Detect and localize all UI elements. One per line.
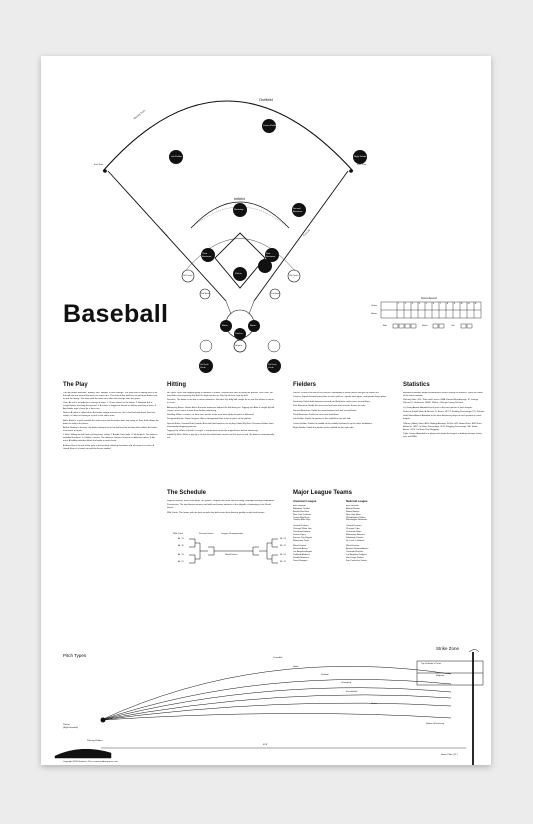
second-baseman-label: Second Baseman bbox=[293, 208, 303, 213]
paragraph: Shortstop: Fields balls between second and third base and covers second base. bbox=[293, 400, 371, 403]
list-item: Cincinnati Reds bbox=[346, 531, 362, 534]
bracket-world-series-label: World Series bbox=[225, 554, 238, 556]
shortstop-label: Shortstop bbox=[234, 209, 244, 211]
list-item: Minnesota Twins bbox=[293, 539, 310, 542]
foul-pole-left-marker bbox=[103, 169, 107, 173]
pitchers-mound-label: Pitcher's Mound bbox=[71, 759, 87, 761]
paragraph: Gold Glove Award: Awarded to the best defensive player at each position in each league. bbox=[403, 415, 482, 421]
paragraph: Stealing: When a runner, on their own, moves to the next base while the pitch is delivered. bbox=[167, 413, 255, 416]
paragraph: Infield Fly Rule: When a pop fly is hit into the infield with runners on first and second, the batter is automatically out. bbox=[167, 434, 275, 440]
pitch-slider-label: Slider bbox=[293, 666, 299, 668]
outfield-label: Outfield bbox=[259, 97, 273, 102]
list-item: Central Division bbox=[346, 525, 362, 528]
teams-title: Major League Teams bbox=[293, 490, 352, 496]
inning-header: 6 bbox=[432, 303, 435, 305]
fielders-body bbox=[293, 392, 397, 486]
list-item: New York Yankees bbox=[293, 513, 312, 516]
pitch-distance-label: 60'6" bbox=[263, 744, 268, 746]
list-item: New York Mets bbox=[346, 513, 361, 516]
paragraph: Right Fielder: Fields the portion of the outfield on the right side. bbox=[293, 427, 354, 430]
inning-header: 3 bbox=[411, 303, 414, 305]
list-item: Arizona Diamondbacks bbox=[346, 548, 369, 551]
scoreboard-ball-label: Ball bbox=[383, 325, 387, 327]
pitcher-label: Pitcher bbox=[235, 273, 242, 275]
bracket-nl-seed-2: NL #6 bbox=[280, 545, 286, 547]
list-item: Colorado Rockies bbox=[346, 551, 364, 554]
schedule-bracket-lines bbox=[189, 539, 278, 563]
bracket-nl-seed-4: NL #5 bbox=[280, 561, 286, 563]
hitting-body bbox=[167, 392, 275, 486]
on-deck-left-label: On Deck Circle bbox=[200, 364, 209, 369]
foul-pole-left-label: Foul Pole bbox=[94, 164, 104, 166]
pitch-knuckleball-label: Knuckleball bbox=[346, 691, 358, 693]
paragraph: Cy Young Award: Awarded each year to the best pitcher in each league. bbox=[403, 406, 473, 409]
bracket-al-seed-1: AL #3 bbox=[178, 538, 184, 540]
paragraph: Special Rules: Ground Rule Double: A fair ball that bounces out of play. Infield Fly Rule: Prevents fielders from intentionally dropping pop ups. bbox=[167, 422, 274, 428]
warning-track-label: Warning Track bbox=[133, 109, 146, 121]
bracket-al-seed-4: AL #5 bbox=[178, 561, 184, 563]
coach-left-label: 3B Coach bbox=[183, 275, 193, 277]
inning-header: H bbox=[467, 303, 470, 305]
national-league-list bbox=[346, 505, 396, 567]
poster bbox=[41, 56, 491, 765]
list-item: Texas Rangers bbox=[293, 559, 308, 562]
statistics-body bbox=[403, 392, 485, 562]
inning-header: 5 bbox=[425, 303, 428, 305]
scoreboard-row-visitor: Visitor bbox=[371, 305, 378, 307]
list-item: San Francisco Giants bbox=[346, 559, 367, 562]
paragraph: Designated Hitter: Some leagues allow a designated hitter to bat in place of the pitcher. bbox=[167, 418, 252, 421]
the-play-title: The Play bbox=[63, 382, 88, 388]
pitcher-type-label: Pitcher bbox=[63, 724, 70, 726]
american-league-list bbox=[293, 505, 343, 567]
list-item: East Division bbox=[293, 505, 306, 507]
list-item: Toronto Blue Jays bbox=[293, 519, 311, 522]
fielders-title: Fielders bbox=[293, 382, 317, 388]
inning-header: R bbox=[460, 303, 463, 305]
third-base-label: 3rd Base bbox=[201, 293, 210, 295]
foul-line-right-label: Foul Line bbox=[303, 229, 311, 238]
list-item: Washington Nationals bbox=[346, 519, 368, 522]
inning-header: 8 bbox=[446, 303, 449, 305]
national-league-title: National League bbox=[346, 499, 368, 503]
bracket-league-label: League Championship bbox=[221, 533, 243, 535]
list-item: San Diego Padres bbox=[346, 557, 364, 560]
bracket-division-label: Division Series bbox=[199, 533, 214, 535]
paragraph: At Bat: Batting in the box, the batter attempts to hit the ball into fair territory. A hit allows the batter to become a runner. bbox=[63, 427, 158, 432]
paragraph: Pitching Stats: W-L: Wins and Losses. ERA: Earned Run Average. IP: Innings Pitched. K: Strikeouts. WHIP: Walks + Hits per Inning Pitched. bbox=[403, 399, 479, 405]
page-title: Baseball bbox=[63, 300, 169, 328]
coach-right-label: 1B Coach bbox=[289, 275, 299, 277]
strike-zone-hollow-label: Hollow of Kneecap bbox=[426, 723, 445, 725]
paragraph: Wild Cards: The teams with the best records that did not win their division qualify as wild card entries. bbox=[167, 511, 265, 514]
inning-header: E bbox=[474, 303, 477, 305]
list-item: St. Louis Cardinals bbox=[346, 539, 365, 542]
strike-zone-title: Strike Zone bbox=[436, 646, 460, 651]
list-item: Houston Astros bbox=[293, 548, 308, 551]
paragraph: Third Baseman: Fields the area near third base. bbox=[293, 414, 340, 417]
third-baseman-label: Third Baseman bbox=[202, 253, 212, 258]
scoreboard-strike-label: Strike bbox=[422, 325, 428, 327]
pitcher-hand-label: (Right-Handed) bbox=[63, 727, 78, 729]
paragraph: Hit Types: Bunt: Ball tapped lightly to advance a runner. Ground Ball: Ball hit along the ground. Line Drive: Hit hard with a low trajectory. Fly Ball: Hit high into the air. Pop Up: A short, high fly ball. bbox=[167, 392, 273, 397]
list-item: Seattle Mariners bbox=[293, 557, 309, 560]
list-item: Boston Red Sox bbox=[293, 510, 309, 513]
pitch-types-title: Pitch Types bbox=[63, 653, 87, 658]
first-base-label: 1st Base bbox=[271, 293, 280, 295]
paragraph: First Baseman: Fields the area near first base and receives throws for outs. bbox=[293, 405, 366, 408]
foul-pole-right-label: Foul Pole bbox=[357, 164, 367, 166]
paragraph: Pitcher: Delivers the ball to the catcher, attempting to throw strikes and get the batter out. bbox=[293, 392, 380, 394]
paragraph: Left Fielder: Fields the portion of the outfield on the left side. bbox=[293, 418, 352, 421]
list-item: Los Angeles Dodgers bbox=[346, 554, 367, 557]
paragraph: Baseball evaluates player performance using a variety of statistics. Here are some of the most common. bbox=[403, 392, 483, 397]
paragraph: Balls: A ball is a pitch outside the strike zone that the batter does not swing at. Four balls allows the batter to walk to first base. bbox=[63, 419, 159, 425]
pitcher-marker bbox=[258, 259, 272, 273]
paragraph: Defense (Field) Stats: A: Assists. E: Errors. FPCT: Fielding Percentage. PO: Putouts. bbox=[403, 411, 485, 414]
paragraph: Tagging Up: When a fly ball is caught, a runner must touch the original base before advancing. bbox=[167, 430, 259, 433]
left-fielder-label: Left Fielder bbox=[171, 156, 182, 158]
copyright: Copyright 2020 Hudson's Press www.studiocopress.com bbox=[63, 761, 118, 763]
list-item: Baltimore Orioles bbox=[293, 507, 310, 510]
list-item: Kansas City Royals bbox=[293, 536, 312, 539]
paragraph: Outs: An out is recorded in a variety of ways. 1. Three strikes on the batter. 2. A batted ball is caught before touching the ground. 3. A runner is tagged or forced out before reaching a base. 4. Any fielder tags a base for a force out. bbox=[63, 402, 157, 411]
hitting-title: Hitting bbox=[167, 382, 186, 388]
list-item: Pittsburgh Pirates bbox=[346, 536, 364, 539]
inning-header: 7 bbox=[439, 303, 442, 305]
paragraph: Offense (Hitter) Stats: AVG: Batting Average. H: Hits. HR: Home Runs. RBI: Runs Batted In. OBP: On Base Percentage. SLG: Slugging Percentage. SB: Stolen Bases. OPS: On Base Plus Slugging. bbox=[403, 422, 482, 431]
pitch-curveball-label: Curveball bbox=[273, 657, 283, 659]
pitch-sinker-label: Sinker bbox=[371, 703, 378, 705]
bracket-wild-card-label: Wild Card bbox=[173, 533, 183, 535]
scoreboard-title: Scoreboard bbox=[421, 296, 437, 300]
list-item: West Division bbox=[293, 545, 307, 548]
list-item: Detroit Tigers bbox=[293, 533, 307, 536]
batter-right-label: Batter bbox=[250, 325, 256, 327]
pitching-rubber-label: Pitching Rubber bbox=[87, 740, 103, 742]
statistics-title: Statistics bbox=[403, 382, 430, 388]
umpire-label: Umpire bbox=[235, 345, 243, 347]
batter-left-label: Batter bbox=[222, 325, 228, 327]
list-item: Tampa Bay Rays bbox=[293, 516, 310, 519]
catcher-label: Catcher bbox=[235, 333, 243, 335]
pitch-trajectories bbox=[55, 666, 466, 758]
paragraph: Triple Crown: Awarded to a player who leads the league in batting average, home runs and RBIs. bbox=[403, 432, 482, 438]
paragraph: Center Fielder: Fields the middle of the outfield and backs up the other outfielders. bbox=[293, 422, 373, 425]
inning-header: 9 bbox=[453, 303, 456, 305]
first-baseman-label: First Baseman bbox=[266, 253, 276, 258]
center-fielder-label: Center Fielder bbox=[263, 125, 277, 127]
pitch-changeup-label: Changeup bbox=[341, 682, 352, 684]
scoreboard-innings bbox=[398, 303, 482, 306]
list-item: Central Division bbox=[293, 525, 309, 528]
bracket-al-seed-2: AL #6 bbox=[178, 545, 184, 547]
paragraph: Advancing Bases: Stolen Base: A runner advances without the ball being hit. Tagging Up: After a caught fly ball, runners must return to their base before advancing. bbox=[167, 406, 275, 412]
paragraph: 1. A hit: Hitting the ball and reaching base safely. 2. A walk: Four balls. 3. Hit by pitch: The batter is awarded first base. 4. Fielder's choice: The defense chooses to put out a different runner. 5. An error: A fielding mistake allows the batter to reach base. bbox=[63, 434, 158, 443]
list-item: Milwaukee Brewers bbox=[346, 533, 365, 536]
inning-header: 1 bbox=[398, 303, 400, 305]
list-item: East Division bbox=[346, 505, 359, 507]
paragraph: Second Baseman: Fields the area between first and second base. bbox=[293, 409, 357, 412]
paragraph: Postseason: The top division winners and wild card teams advance to the playoffs, culminating in the World Series. bbox=[167, 504, 271, 510]
bracket-nl-seed-1: NL #3 bbox=[280, 538, 286, 540]
paragraph: Regular Season: Each team plays 162 games, roughly half home and half away, from April through September. bbox=[167, 500, 275, 502]
foul-line-left-label: Foul Line bbox=[160, 229, 168, 238]
home-plate-label: Home Plate (17") bbox=[441, 754, 458, 756]
list-item: Atlanta Braves bbox=[346, 507, 361, 510]
paragraph: Sacrifice: The batter is out but a runner advances. Sacrifice Fly: A fly ball caught for an out that allows a runner to score. bbox=[167, 399, 274, 405]
list-item: Miami Marlins bbox=[346, 510, 360, 513]
list-item: Chicago Cubs bbox=[346, 528, 360, 531]
scoreboard-out-label: Out bbox=[451, 325, 455, 327]
the-play-body bbox=[63, 392, 159, 646]
list-item: Los Angeles Angels bbox=[293, 551, 313, 554]
strike-zone-mid-label: Midpoint bbox=[436, 675, 445, 677]
bracket-nl-seed-3: NL #4 bbox=[280, 554, 286, 556]
paragraph: Catcher: Squats behind home plate to catch pitches, signals pitch types, and guards home plate. bbox=[293, 396, 387, 399]
paragraph: The two teams alternate "batting" and "fielding" in nine innings. The team that is batting tries to hit the ball and run around the bases to score runs. The team in the field tries to get three batters out to end the inning. The team with the most runs after nine innings wins the game. bbox=[63, 392, 158, 400]
right-fielder-label: Right Fielder bbox=[354, 156, 367, 158]
foul-pole-right-marker bbox=[349, 169, 353, 173]
american-league-title: American League bbox=[293, 499, 317, 503]
paragraph: A Home Run is hit out of the park in fair territory, allowing the batter and all runners to score. A Grand Slam is a home run with the bases loaded. bbox=[63, 444, 154, 450]
strike-zone-top-label: Top of Batter's Pants bbox=[421, 663, 442, 665]
list-item: Philadelphia Phillies bbox=[346, 516, 366, 519]
list-item: Cleveland Indians bbox=[293, 531, 311, 534]
schedule-body bbox=[167, 500, 275, 534]
list-item: Chicago White Sox bbox=[293, 528, 312, 531]
infield-label: Infield bbox=[234, 196, 245, 201]
bracket-al-seed-3: AL #4 bbox=[178, 554, 184, 556]
inning-header: 2 bbox=[404, 303, 407, 305]
pitch-fastball-label: Fastball bbox=[321, 674, 329, 676]
strike-zone-figure bbox=[417, 650, 483, 766]
inning-header: 4 bbox=[418, 303, 421, 305]
pitcher-pitch-marker bbox=[101, 718, 106, 723]
scoreboard-row-home: Home bbox=[371, 313, 377, 315]
paragraph: Strikes: A strike is called when the batter swings and misses, hits a foul ball with fewer than two strikes, or does not swing at a pitch in the strike zone. bbox=[63, 412, 156, 418]
list-item: West Division bbox=[346, 545, 360, 548]
on-deck-right-label: On Deck Circle bbox=[268, 364, 277, 369]
list-item: Oakland Athletics bbox=[293, 554, 310, 557]
schedule-title: The Schedule bbox=[167, 490, 207, 496]
